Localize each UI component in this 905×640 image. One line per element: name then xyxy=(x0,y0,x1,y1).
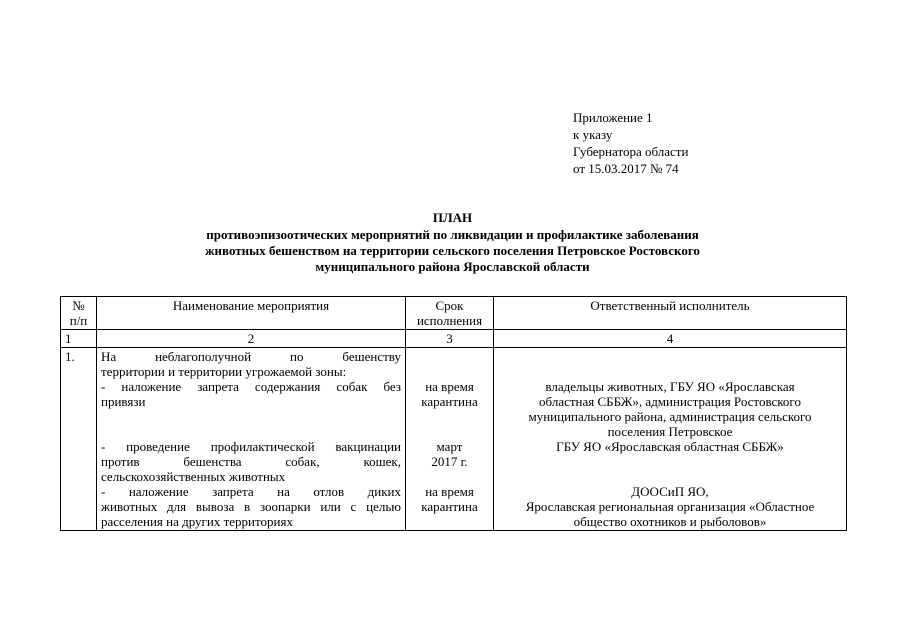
activity-item: против бешенства собак, кошек, xyxy=(101,454,401,469)
document-title xyxy=(120,210,785,275)
appendix-header xyxy=(573,109,688,177)
header-term: Срок исполнения xyxy=(406,297,494,330)
executor-text: владельцы животных, ГБУ ЯО «Ярославская xyxy=(545,379,795,394)
activity-item: - наложение запрета на отлов диких xyxy=(101,484,401,499)
table-row xyxy=(61,348,847,531)
col-number: 1 xyxy=(61,330,97,348)
term-text: март xyxy=(436,439,463,454)
executor-text: ГБУ ЯО «Ярославская областная СББЖ» xyxy=(556,439,784,454)
term-text: на время xyxy=(425,484,474,499)
title-line: животных бешенством на территории сельского поселения Петровское Ростовского xyxy=(205,243,700,258)
term-text: на время xyxy=(425,379,474,394)
executor-text: общество охотников и рыболовов» xyxy=(573,514,767,529)
appendix-line: Приложение 1 xyxy=(573,110,653,125)
executor-text: областная СББЖ», администрация Ростовского xyxy=(539,394,801,409)
col-number: 4 xyxy=(494,330,847,348)
header-name: Наименование мероприятия xyxy=(97,297,406,330)
activity-item: сельскохозяйственных животных xyxy=(101,469,286,484)
activity-item: животных для вывоза в зоопарки или с целью xyxy=(101,499,401,514)
plan-table xyxy=(60,296,847,531)
title-line: противоэпизоотических мероприятий по ликвидации и профилактике заболевания xyxy=(206,227,699,242)
executor-cell xyxy=(494,348,847,531)
activity-item: расселения на других территориях xyxy=(101,514,293,529)
intro-text: территории и территории угрожаемой зоны: xyxy=(101,364,347,379)
activity-cell xyxy=(97,348,406,531)
executor-text: Ярославская региональная организация «Областное xyxy=(525,499,815,514)
col-number: 3 xyxy=(406,330,494,348)
intro-text: На неблагополучной по бешенству xyxy=(101,349,401,364)
column-number-row xyxy=(61,330,847,348)
appendix-line: к указу xyxy=(573,127,613,142)
plan-heading: ПЛАН xyxy=(432,210,473,225)
executor-text: поселения Петровское xyxy=(607,424,733,439)
executor-text: ДООСиП ЯО, xyxy=(631,484,709,499)
term-text: карантина xyxy=(421,394,478,409)
row-number: 1. xyxy=(61,348,97,531)
term-text: 2017 г. xyxy=(431,454,468,469)
term-cell xyxy=(406,348,494,531)
header-executor: Ответственный исполнитель xyxy=(494,297,847,330)
table-header-row xyxy=(61,297,847,330)
title-line: муниципального района Ярославской области xyxy=(315,259,590,274)
activity-item: привязи xyxy=(101,394,146,409)
appendix-line: Губернатора области xyxy=(573,144,689,159)
activity-item: - наложение запрета содержания собак без xyxy=(101,379,401,394)
executor-text: муниципального района, администрация сельского xyxy=(528,409,812,424)
appendix-line: от 15.03.2017 № 74 xyxy=(573,161,679,176)
header-num: № п/п xyxy=(61,297,97,330)
col-number: 2 xyxy=(97,330,406,348)
term-text: карантина xyxy=(421,499,478,514)
activity-item: - проведение профилактической вакцинации xyxy=(101,439,401,454)
